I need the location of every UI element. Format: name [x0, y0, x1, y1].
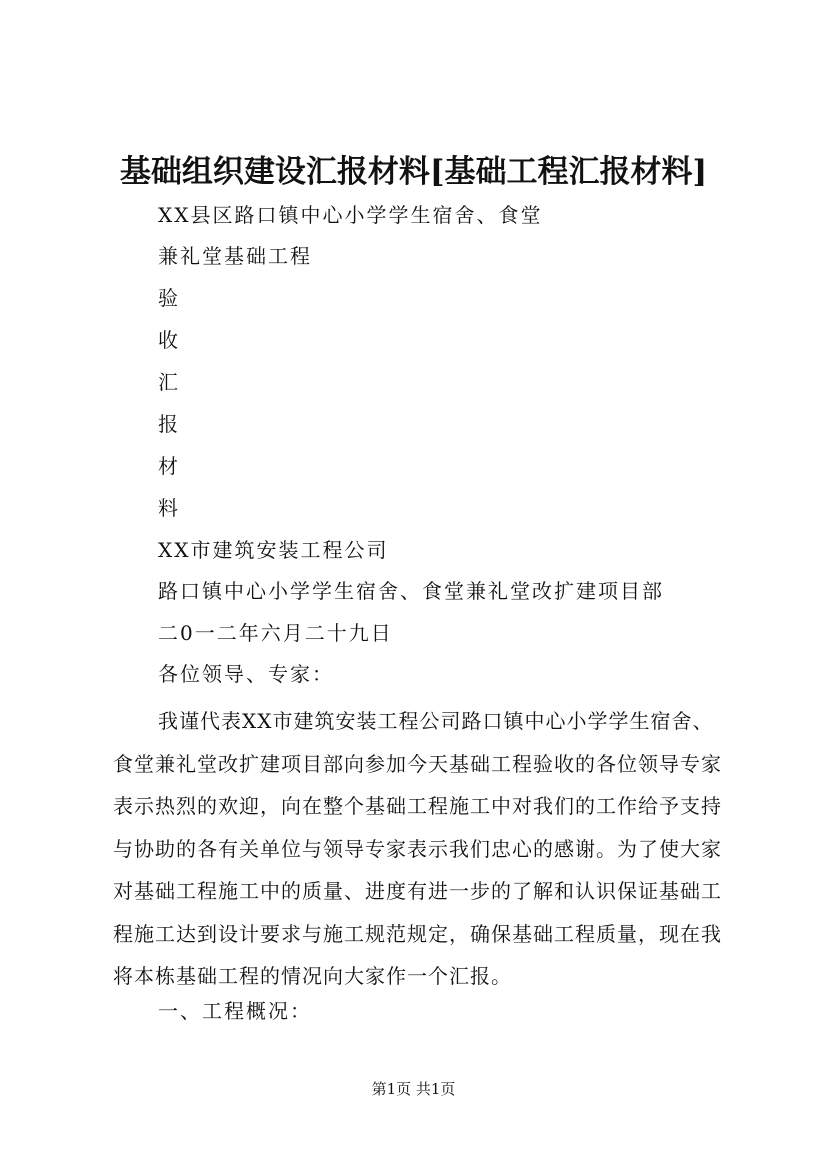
heading-line-5: 汇: [158, 370, 180, 394]
heading-line-4: 收: [158, 328, 180, 352]
heading-line-7: 材: [158, 454, 180, 478]
section-heading: 一、工程概况：: [158, 999, 312, 1023]
page-footer: 第1页 共1页: [371, 1080, 456, 1098]
heading-line-1: XX县区路口镇中心小学学生宿舍、食堂: [158, 203, 543, 227]
heading-line-3: 验: [158, 286, 180, 310]
body-paragraph: 我谨代表XX市建筑安装工程公司路口镇中心小学学生宿舍、食堂兼礼堂改扩建项目部向参加今天基础工程验收的各位领导专家表示热烈的欢迎，向在整个基础工程施工中对我们的工作给予支持与协助的各有关单位与领导专家表示我们忠心的感谢。为了使大家对基础工程施工中的质量、进度有进一步的了解和认识保证基础工程施工达到设计要求与施工规范规定，确保基础工程质量，现在我将本栋基础工程的情况向大家作一个汇报。: [113, 709, 722, 988]
heading-line-8: 料: [158, 496, 180, 520]
project-department: 路口镇中心小学学生宿舍、食堂兼礼堂改扩建项目部: [158, 579, 664, 603]
heading-line-2: 兼礼堂基础工程: [158, 244, 312, 268]
document-date: 二0一二年六月二十九日: [158, 621, 393, 645]
document-title: 基础组织建设汇报材料[基础工程汇报材料]: [119, 154, 708, 190]
heading-line-6: 报: [158, 412, 180, 436]
company-name: XX市建筑安装工程公司: [158, 538, 389, 562]
salutation: 各位领导、专家：: [158, 662, 334, 686]
